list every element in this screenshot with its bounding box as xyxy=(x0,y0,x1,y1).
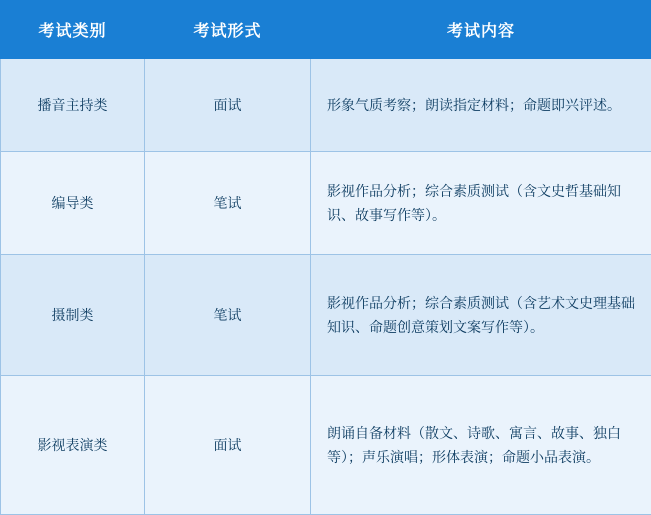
cell-format: 面试 xyxy=(145,59,311,152)
cell-format: 笔试 xyxy=(145,255,311,376)
cell-content: 朗诵自备材料（散文、诗歌、寓言、故事、独白等）；声乐演唱；形体表演；命题小品表演。 xyxy=(311,376,651,515)
cell-category: 播音主持类 xyxy=(1,59,145,152)
cell-category: 影视表演类 xyxy=(1,376,145,515)
table-row xyxy=(1,255,651,376)
column-header-category: 考试类别 xyxy=(1,1,145,59)
table-header xyxy=(1,1,651,59)
column-header-content: 考试内容 xyxy=(311,1,651,59)
table-row xyxy=(1,152,651,255)
cell-category: 摄制类 xyxy=(1,255,145,376)
table-row xyxy=(1,59,651,152)
cell-format: 面试 xyxy=(145,376,311,515)
cell-format: 笔试 xyxy=(145,152,311,255)
cell-content: 影视作品分析；综合素质测试（含艺术文史理基础知识、命题创意策划文案写作等）。 xyxy=(311,255,651,376)
table-header-row xyxy=(1,1,651,59)
table-row xyxy=(1,376,651,515)
cell-content: 形象气质考察；朗读指定材料；命题即兴评述。 xyxy=(311,59,651,152)
table-body xyxy=(1,59,651,515)
column-header-format: 考试形式 xyxy=(145,1,311,59)
cell-category: 编导类 xyxy=(1,152,145,255)
cell-content: 影视作品分析；综合素质测试（含文史哲基础知识、故事写作等）。 xyxy=(311,152,651,255)
